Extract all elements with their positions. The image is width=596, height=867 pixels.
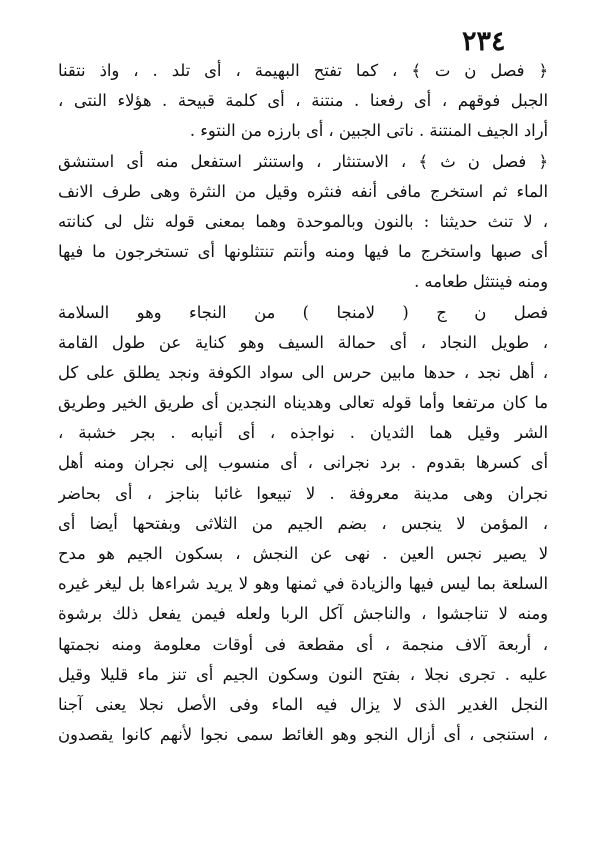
text-line: الجبل فوقهم ، أى رفعنا . منتنة ، أى كلمة قبيحة . هؤلاء النتى ، (58, 91, 548, 111)
text-line: الشر وقيل هما الثديان . نواجذه ، أى أنيابه . بجر خشبة ، (58, 423, 548, 443)
text-line: ما كان مرتفعا وأما قوله تعالى وهديناه النجدين أى طريق الخير وطريق (58, 393, 548, 413)
body-text (58, 56, 548, 750)
text-line: ﴿ فصل ن ث ﴾ ، الاستنثار ، واستنثر استفعل منه أى استنشق (58, 151, 548, 171)
text-line: ومنه لا تناجشوا ، والناجش آكل الربا ولعله فيمن يفعل ذلك برشوة (58, 604, 548, 624)
text-line: أى كسرها بقدوم . برد نجرانى ، أى منسوب إلى نجران ومنه أهل (58, 453, 548, 473)
text-line: السلعة بما ليس فيها والزيادة في ثمنها وهو لا يريد شراءها بل ليغر غيره (58, 574, 548, 594)
text-line: ، المؤمن لا ينجس ، بضم الجيم من الثلاثى وبفتحها أيضا أى (58, 513, 548, 533)
text-line: أى صبها واستخرج ما فيها ومنه وأنتم تنتثلونها أى تستخرجون ما فيها (58, 242, 548, 262)
text-line: الماء ثم استخرج مافى أنفه فنثره وقيل من النثرة وهى طرف الانف (58, 181, 548, 201)
text-line: عليه . تجرى نجلا ، بفتح النون وسكون الجيم أى تنز ماء قليلا وقيل (58, 664, 548, 684)
text-line: النجل الغدير الذى لا يزال فيه الماء وفى الأصل نجلا يعنى آجنا (58, 694, 548, 714)
text-line: ، أربعة آلاف منجمة ، أى مقطعة فى أوقات معلومة ومنه نجمتها (58, 634, 548, 654)
section-heading: فصل ن ج ( لامنجا ) من النجاء وهو السلامة (58, 302, 548, 322)
text-line: ومنه فينتثل طعامه . (414, 272, 548, 292)
text-line: لا يصير نجس العين . نهى عن النجش ، بسكون الجيم هو مدح (58, 544, 548, 563)
text-line: أراد الجيف المنتنة . ناتى الجبين ، أى بارزه من النتوء . (189, 121, 548, 141)
text-line: ، لا تنث حديثنا : بالنون وبالموحدة وهما بمعنى قوله نثل لى كنانته (58, 211, 548, 231)
text-line: ، أهل نجد ، حدها مابين حرس الى سواد الكوفة ونجد يطلق على كل (58, 362, 548, 382)
text-line: نجران وهى مدينة معروفة . لا تبيعوا غائبا بناجز ، أى بحاضر (58, 483, 548, 503)
text-line: ، استنجى ، أى أزال النجو وهو الغائط سمى نجوا لأنهم كانوا يقصدون (58, 725, 548, 745)
text-line: ﴿ فصل ن ت ﴾ ، كما تفتح البهيمة ، أى تلد . ، واذ نتقنا (58, 61, 548, 80)
text-line: ، طويل النجاد ، أى حمالة السيف وهو كناية عن طول القامة (58, 332, 548, 352)
page-number: ٢٣٤ (462, 26, 506, 57)
